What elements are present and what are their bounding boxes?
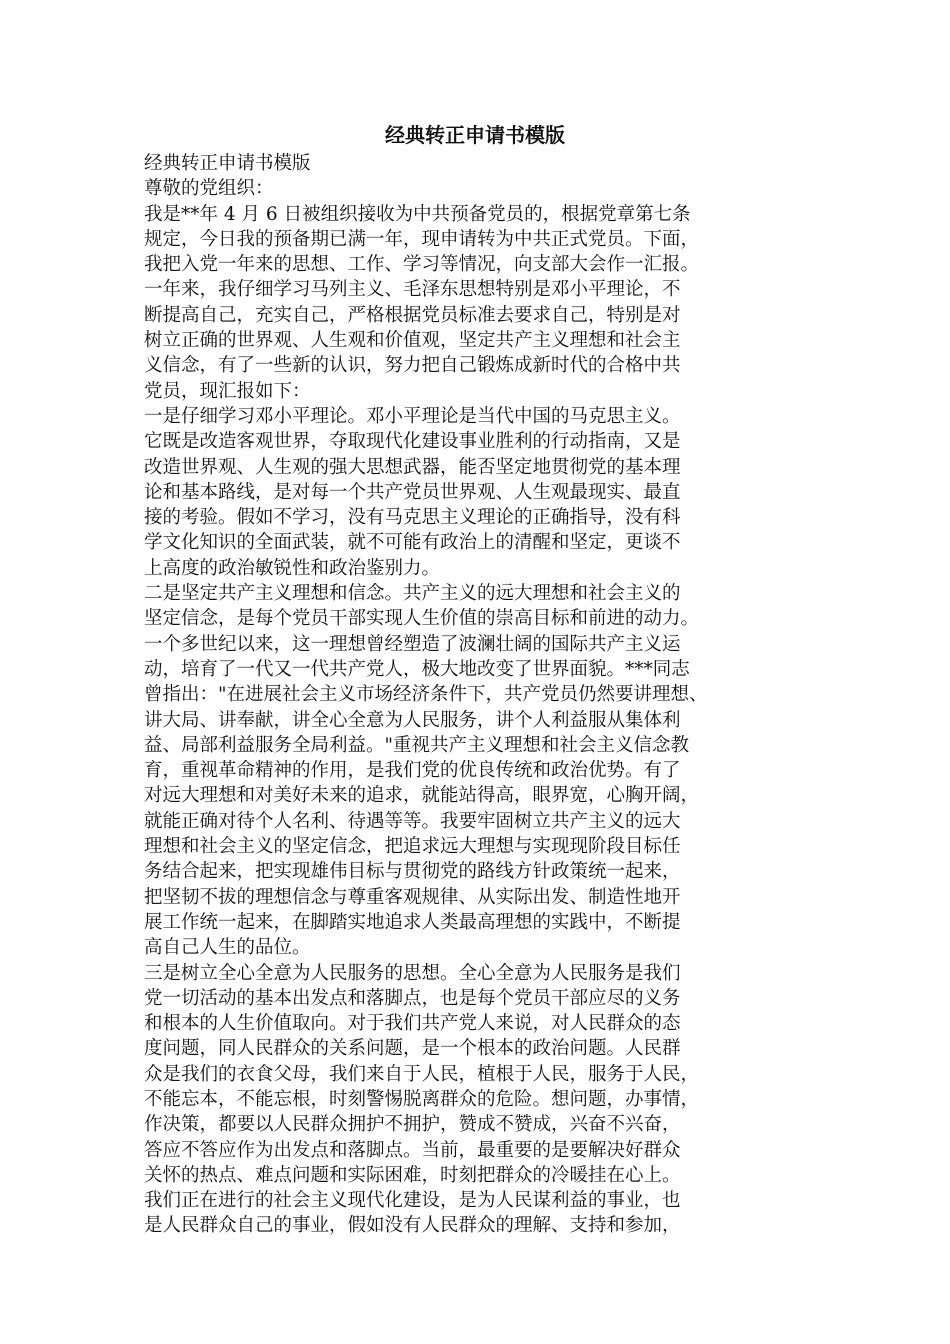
- text-line: 三是树立全心全意为人民服务的思想。全心全意为人民服务是我们: [144, 962, 681, 984]
- text-line: 展工作统一起来，在脚踏实地追求人类最高理想的实践中，不断提: [144, 911, 681, 933]
- text-line: 义信念，有了一些新的认识，努力把自己锻炼成新时代的合格中共: [144, 355, 681, 377]
- text-line: 益、局部利益服务全局利益。"重视共产主义理想和社会主义信念教: [144, 734, 690, 756]
- document-title: 经典转正申请书模版: [385, 123, 565, 147]
- text-line: 讲大局、讲奉献，讲全心全意为人民服务，讲个人利益服从集体利: [144, 709, 681, 731]
- text-line: 把坚韧不拔的理想信念与尊重客观规律、从实际出发、制造性地开: [144, 886, 681, 908]
- text-line: 曾指出："在进展社会主义市场经济条件下，共产党员仍然要讲理想、: [144, 684, 708, 706]
- text-line: 树立正确的世界观、人生观和价值观，坚定共产主义理想和社会主: [144, 330, 681, 352]
- text-line: 高自己人生的品位。: [144, 937, 311, 959]
- text-line: 不能忘本，不能忘根，时刻警惕脱离群众的危险。想问题，办事情，: [144, 1088, 700, 1110]
- text-line: 关怀的热点、难点问题和实际困难，时刻把群众的冷暖挂在心上。: [144, 1164, 681, 1186]
- text-line: 改造世界观、人生观的强大思想武器，能否坚定地贯彻党的基本理: [144, 456, 681, 478]
- text-line: 一个多世纪以来，这一理想曾经塑造了波澜壮阔的国际共产主义运: [144, 633, 681, 655]
- text-line: 经典转正申请书模版: [144, 153, 311, 174]
- text-line: 众是我们的衣食父母，我们来自于人民，植根于人民，服务于人民，: [144, 1063, 700, 1085]
- text-line: 理想和社会主义的坚定信念，把追求远大理想与实现现阶段目标任: [144, 836, 681, 858]
- text-line: 党一切活动的基本出发点和落脚点，也是每个党员干部应尽的义务: [144, 987, 681, 1009]
- text-line: 我是**年 4 月 6 日被组织接收为中共预备党员的，根据党章第七条: [144, 203, 691, 225]
- text-line: 度问题，同人民群众的关系问题，是一个根本的政治问题。人民群: [144, 1038, 681, 1060]
- text-line: 和根本的人生价值取向。对于我们共产党人来说，对人民群众的态: [144, 1013, 681, 1035]
- text-line: 就能正确对待个人名利、待遇等等。我要牢固树立共产主义的远大: [144, 810, 681, 832]
- text-line: 务结合起来，把实现雄伟目标与贯彻党的路线方针政策统一起来，: [144, 861, 681, 883]
- text-line: 答应不答应作为出发点和落脚点。当前，最重要的是要解决好群众: [144, 1139, 681, 1161]
- text-line: 二是坚定共产主义理想和信念。共产主义的远大理想和社会主义的: [144, 583, 681, 605]
- text-line: 它既是改造客观世界，夺取现代化建设事业胜利的行动指南，又是: [144, 431, 681, 453]
- text-line: 上高度的政治敏锐性和政治鉴别力。: [144, 557, 441, 579]
- text-line: 是人民群众自己的事业，假如没有人民群众的理解、支持和参加，: [144, 1215, 681, 1237]
- text-line: 一是仔细学习邓小平理论。邓小平理论是当代中国的马克思主义。: [144, 405, 681, 427]
- text-line: 育，重视革命精神的作用，是我们党的优良传统和政治优势。有了: [144, 760, 681, 782]
- text-line: 我把入党一年来的思想、工作、学习等情况，向支部大会作一汇报。: [144, 254, 700, 276]
- text-line: 断提高自己，充实自己，严格根据党员标准去要求自己，特别是对: [144, 304, 681, 326]
- text-line: 坚定信念，是每个党员干部实现人生价值的崇高目标和前进的动力。: [144, 608, 700, 630]
- text-line: 规定，今日我的预备期已满一年，现申请转为中共正式党员。下面，: [144, 228, 700, 250]
- text-line: 学文化知识的全面武装，就不可能有政治上的清醒和坚定，更谈不: [144, 532, 681, 554]
- text-line: 我们正在进行的社会主义现代化建设，是为人民谋利益的事业，也: [144, 1190, 681, 1212]
- text-line: 对远大理想和对美好未来的追求，就能站得高，眼界宽，心胸开阔，: [144, 785, 700, 807]
- text-line: 尊敬的党组织：: [144, 178, 274, 200]
- text-line: 作决策，都要以人民群众拥护不拥护，赞成不赞成，兴奋不兴奋，: [144, 1114, 681, 1136]
- text-line: 动，培育了一代又一代共产党人，极大地改变了世界面貌。***同志: [144, 658, 690, 680]
- text-line: 党员，现汇报如下：: [144, 380, 311, 402]
- text-line: 一年来，我仔细学习马列主义、毛泽东思想特别是邓小平理论，不: [144, 279, 681, 301]
- text-line: 接的考验。假如不学习，没有马克思主义理论的正确指导，没有科: [144, 507, 681, 529]
- text-line: 论和基本路线，是对每一个共产党员世界观、人生观最现实、最直: [144, 481, 681, 503]
- document-body: [144, 151, 824, 1239]
